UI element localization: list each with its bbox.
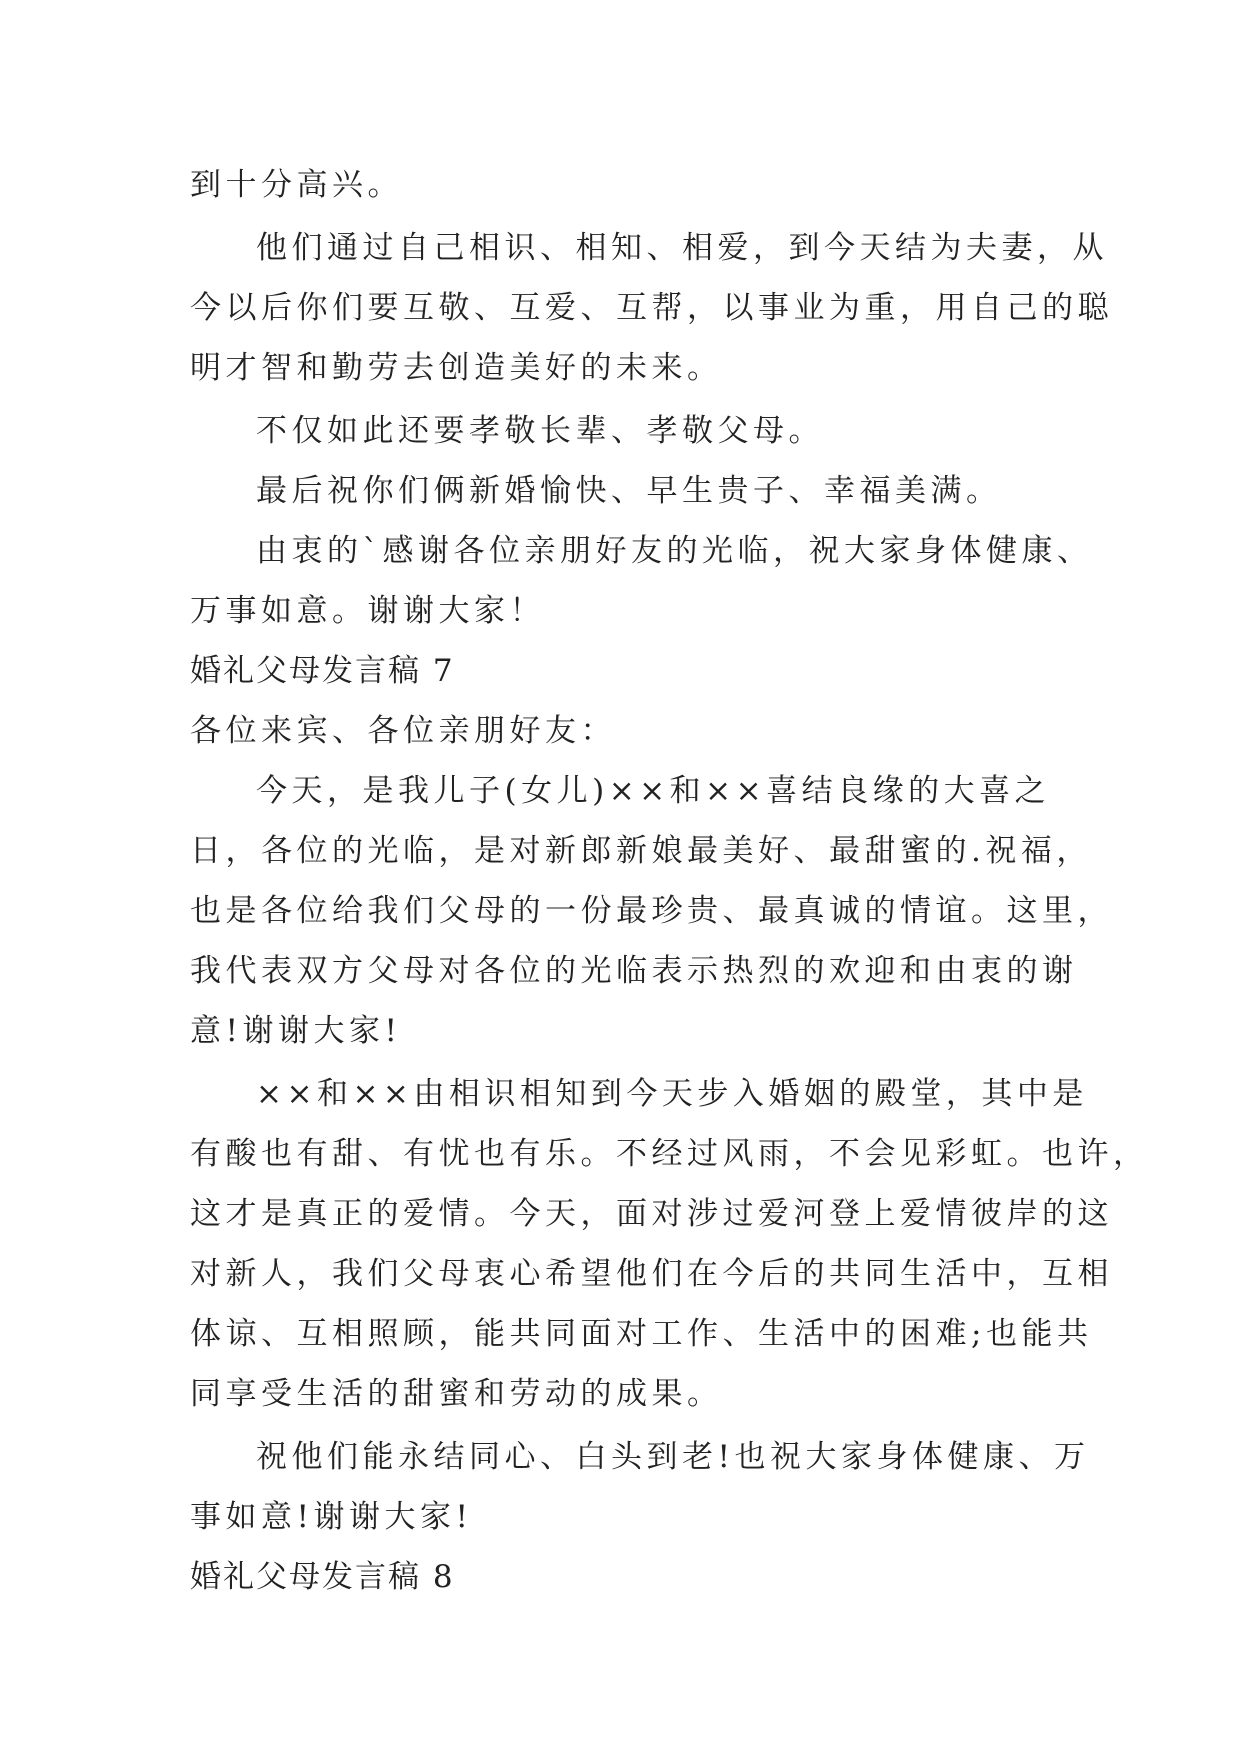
paragraph-line: 最后祝你们俩新婚愉快、早生贵子、幸福美满。 [256, 473, 1002, 509]
paragraph-line: 今以后你们要互敬、互爱、互帮，以事业为重，用自己的聪 [190, 290, 1113, 326]
paragraph-line: 万事如意。谢谢大家！ [190, 593, 545, 629]
paragraph-line: 到十分高兴。 [190, 167, 403, 203]
paragraph-line: 也是各位给我们父母的一份最珍贵、最真诚的情谊。这里， [190, 893, 1113, 929]
paragraph-line: 明才智和勤劳去创造美好的未来。 [190, 350, 723, 386]
paragraph-line: 对新人，我们父母衷心希望他们在今后的共同生活中，互相 [190, 1256, 1113, 1292]
salutation-line: 各位来宾、各位亲朋好友： [190, 713, 616, 749]
paragraph-line: 不仅如此还要孝敬长辈、孝敬父母。 [256, 413, 824, 449]
paragraph-line: ××和××由相识相知到今天步入婚姻的殿堂，其中是 [256, 1076, 1088, 1112]
paragraph-line: 他们通过自己相识、相知、相爱，到今天结为夫妻，从 [256, 230, 1108, 266]
paragraph-line: 事如意!谢谢大家! [190, 1499, 473, 1535]
paragraph-line: 有酸也有甜、有忧也有乐。不经过风雨，不会见彩虹。也许， [190, 1136, 1149, 1172]
paragraph-line: 今天，是我儿子(女儿)××和××喜结良缘的大喜之 [256, 773, 1051, 809]
paragraph-line: 我代表双方父母对各位的光临表示热烈的欢迎和由衷的谢 [190, 953, 1078, 989]
section-heading: 婚礼父母发言稿 8 [190, 1559, 455, 1595]
document-body [190, 155, 1149, 1607]
paragraph-line: 这才是真正的爱情。今天，面对涉过爱河登上爱情彼岸的这 [190, 1196, 1113, 1232]
section-heading: 婚礼父母发言稿 7 [190, 653, 455, 689]
paragraph-line: 体谅、互相照顾，能共同面对工作、生活中的困难;也能共 [190, 1316, 1093, 1352]
paragraph-line: 日，各位的光临，是对新郎新娘最美好、最甜蜜的.祝福， [190, 833, 1092, 869]
paragraph-line: 意!谢谢大家! [190, 1013, 402, 1049]
paragraph-line: 同享受生活的甜蜜和劳动的成果。 [190, 1376, 723, 1412]
paragraph-line: 祝他们能永结同心、白头到老!也祝大家身体健康、万 [256, 1439, 1090, 1475]
paragraph-line: 由衷的`感谢各位亲朋好友的光临，祝大家身体健康、 [256, 533, 1093, 569]
